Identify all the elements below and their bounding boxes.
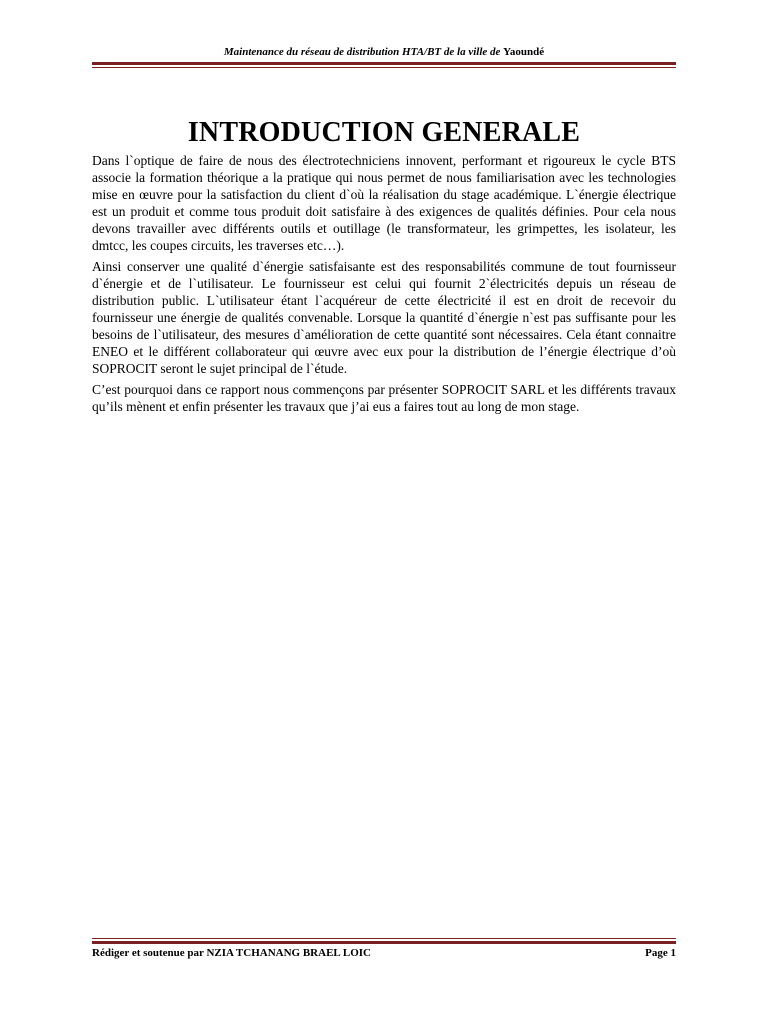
- footer-rule-thick: [92, 941, 676, 944]
- header-rule-thick: [92, 62, 676, 65]
- page-number: Page 1: [645, 947, 676, 959]
- page-title: INTRODUCTION GENERALE: [187, 117, 581, 148]
- running-header-city: Yaoundé: [503, 46, 545, 58]
- footer-rule-thin: [92, 938, 676, 939]
- running-header: [92, 45, 676, 59]
- running-header-title: Maintenance du réseau de distribution HTA/BT de la ville de: [223, 46, 504, 58]
- paragraph: C’est pourquoi dans ce rapport nous commençons par présenter SOPROCIT SARL et les différents travaux qu’ils mènent et enfin présenter les travaux que j’ai eus a faires tout au long de mon stage.: [92, 382, 676, 414]
- paragraph: Dans l`optique de faire de nous des électrotechniciens innovent, performant et rigoureux le cycle BTS associe la formation théorique a la pratique qui nous permet de nous familiarisation avec les technologies mise en œuvre pour la satisfaction du client d`où la réalisation du stage académique. L`énergie électrique est un produit et comme tous produit doit satisfaire à des exigences de qualités définies. Pour cela nous devons travailler avec différents outils et outillage (le transformateur, les grimpettes, les isolateur, les dmtcc, les coupes circuits, les traverses etc…).: [92, 153, 676, 253]
- paragraph: Ainsi conserver une qualité d`énergie satisfaisante est des responsabilités commune de tout fournisseur d`énergie et de l`utilisateur. Le fournisseur est celui qui fournit 2`électricités depuis un réseau de distribution public. L`utilisateur étant l`acquéreur de cette électricité il est en droit de recevoir du fournisseur une énergie de qualités convenable. Lorsque la quantité d`énergie n`est pas suffisante pour les besoins de l`utilisateur, des mesures d`amélioration de cette quantité sont nécessaires. Cela étant connaitre ENEO et le différent collaborateur qui œuvre avec eux pour la distribution de l’énergie électrique d’où SOPROCIT seront le sujet principal de l`étude.: [92, 259, 676, 376]
- body-text: [92, 152, 676, 419]
- header-rule-thin: [92, 67, 676, 68]
- footer-author: Rédiger et soutenue par NZIA TCHANANG BRAEL LOIC: [92, 947, 372, 959]
